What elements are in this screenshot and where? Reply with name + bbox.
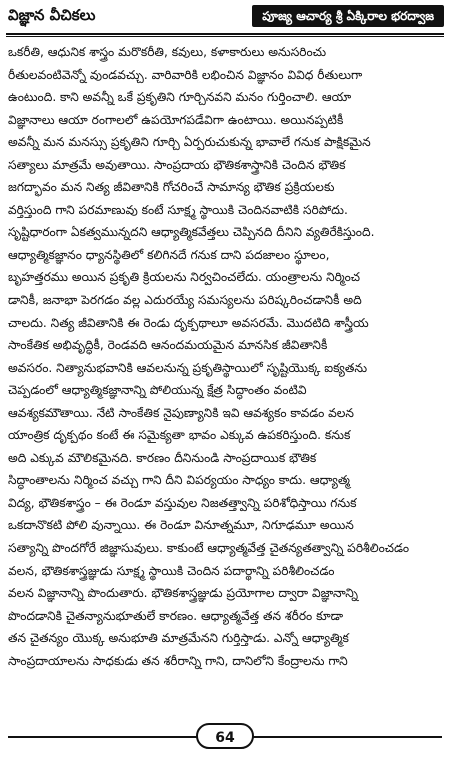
- body-line: జగద్భావం మన నిత్య జీవితానికి గోచరించే సామాన్య భౌతిక ప్రక్రియలకు: [8, 180, 335, 195]
- body-line: వలన, భౌతికశాస్త్రజ్ఞుడు సూక్ష్మ స్థాయికి చెందిన పదార్థాన్ని పరిశీలించడం: [8, 563, 335, 578]
- body-line: సత్యాలు మాత్రమే అవుతాయి. సాంప్రదాయ భౌతికశాస్త్రానికి చెందిన భౌతిక: [8, 157, 346, 172]
- body-line: ఒకదానొకటి పోలి వున్నాయి. ఈ రెండూ వినూత్నమూ, నిగూఢమూ అయిన: [8, 518, 354, 533]
- body-line: సిద్ధాంతాలను నిర్మించ వచ్చు గాని దీని విపర్యయం సాధ్యం కాదు. ఆధ్యాత్మ: [8, 473, 350, 488]
- body-text: [8, 41, 444, 718]
- body-line: అవసరం. నిత్యానుభవానికి ఆవలనున్న ప్రకృతిస్థాయిలో సృష్టియొక్క ఐక్యతను: [8, 360, 368, 375]
- running-header: [6, 4, 444, 32]
- body-line: విద్య, భౌతికశాస్త్రం – ఈ రెండూ వస్తువుల నిజతత్త్వాన్ని పరిశోధిస్తాయి గనుక: [8, 495, 357, 510]
- body-line: విజ్ఞానాలు ఆయా రంగాలలో ఉపయోగపడేవిగా ఉంటాయి. అయినప్పటికీ: [8, 112, 344, 127]
- body-line: సాంప్రదాయాలను సాధకుడు తన శరీరాన్ని గాని, దానిలోని కేంద్రాలను గాని: [8, 653, 348, 668]
- body-line: యాంత్రిక దృక్పథం కంటే ఈ సమైక్యతా భావం ఎక్కువ ఉపకరిస్తుంది. కనుక: [8, 428, 351, 443]
- body-line: తన చైతన్యం యొక్క అనుభూతి మాత్రమేనని గుర్తిస్తాడు. ఎన్నో ఆధ్యాత్మిక: [8, 631, 349, 646]
- body-line: వలన విజ్ఞానాన్ని పొందుతారు. భౌతికశాస్త్రజ్ఞుడు ప్రయోగాల ద్వారా విజ్ఞానాన్ని: [8, 586, 358, 601]
- body-line: చాలదు. నిత్య జీవితానికి ఈ రెండు దృక్పథాలూ అవసరమే. మొదటిది శాస్త్రీయ: [8, 315, 369, 330]
- author-banner: పూజ్య ఆచార్య శ్రీ ఏక్కిరాల భరద్వాజ: [252, 5, 444, 27]
- body-line: బృహత్తరము అయిన ప్రకృతి క్రియలను నిర్వచించలేదు. యంత్రాలను నిర్మించ: [8, 270, 361, 285]
- body-line: సృష్టిధారంగా ఏకత్వమున్నదని ఆధ్యాత్మికవేత్తలు చెప్పినది దీనిని వ్యతిరేకిస్తుంది.: [8, 225, 375, 240]
- header-rule: [6, 33, 444, 35]
- header-rule-thin: [6, 36, 444, 37]
- body-line: రీతులవంటివెన్నో వుండవచ్చు. వారివారికి లభించిన విజ్ఞానం వివిధ రీతులుగా: [8, 67, 363, 82]
- body-line: వర్తిస్తుంది గాని పరమాణువు కంటే సూక్ష్మ స్థాయికి చెందినవాటికి సరిపోదు.: [8, 202, 348, 217]
- body-line: ఆవశ్యకమౌతాయి. నేటి సాంకేతిక నైపుణ్యానికి ఇవి ఆవశ్యకం కావడం వలన: [8, 405, 354, 420]
- page-number: 64: [196, 723, 254, 749]
- body-line: అవన్నీ మన మనస్సు ప్రకృతిని గూర్చి ఏర్పరుచుకున్న భావాలే గనుక పాక్షికమైన: [8, 135, 371, 150]
- body-line: ఒకరీతి, ఆధునిక శాస్త్రం మరొకరీతి, కవులు, కళాకారులు అనుసరించు: [8, 45, 327, 59]
- body-line: సత్యాన్ని పొందగోరే జిజ్ఞాసువులు. కాకుంటే ఆధ్యాత్మవేత్త చైతన్యతత్వాన్ని పరిశీలించడం: [8, 541, 410, 556]
- body-line: ఉంటుంది. కాని అవన్నీ ఒకే ప్రకృతిని గూర్చినవని మనం గుర్తించాలి. ఆయా: [8, 90, 352, 105]
- body-line: సాంకేతిక అభివృద్ధికీ, రెండవది ఆనందమయమైన మానసిక జీవితానికీ: [8, 338, 328, 353]
- page-footer: [0, 722, 450, 752]
- body-line: చెప్పడంలో ఆధ్యాత్మికజ్ఞానాన్ని పోలియున్న క్షేత్ర సిద్ధాంతం వంటివి: [8, 383, 307, 398]
- body-line: ఆధ్యాత్మికజ్ఞానం ధ్యానస్థితిలో కలిగినదే గనుక దాని పదజాలం స్థూలం,: [8, 247, 330, 262]
- body-line: డానికీ, జనాభా పెరగడం వల్ల ఎదురయ్యే సమస్యలను పరిష్కరించడానికీ అది: [8, 293, 362, 308]
- body-line: అది ఎక్కువ మౌలికమైనది. కారణం దీనినుండి సాంప్రదాయిక భౌతిక: [8, 450, 317, 465]
- book-title: విజ్ఞాన వీచికలు: [8, 6, 96, 24]
- body-line: పొందడానికి చైతన్యానుభూతులే కారణం. ఆధ్యాత్మవేత్త తన శరీరం కూడా: [8, 608, 344, 623]
